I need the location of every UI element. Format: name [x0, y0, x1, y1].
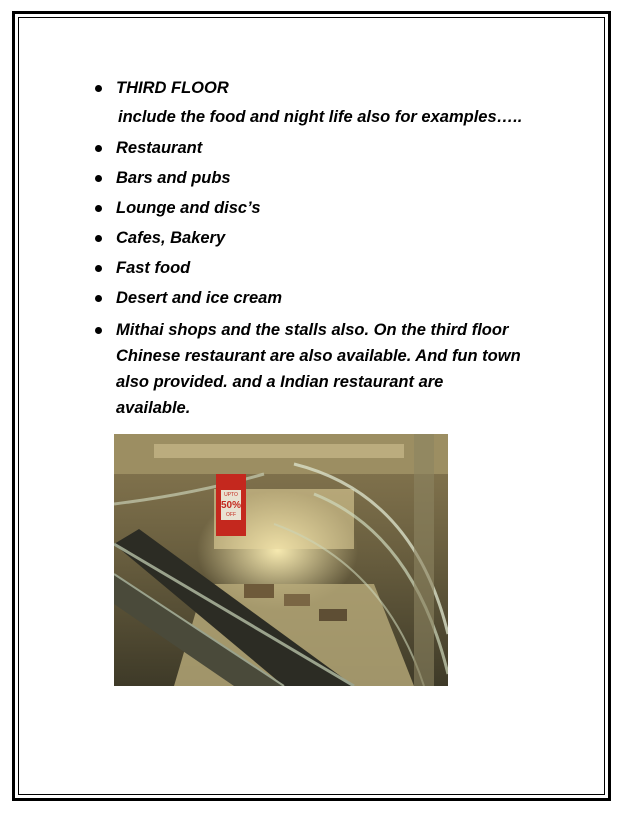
bullet-icon: [95, 85, 102, 92]
list-item: [92, 197, 592, 220]
paragraph-line: Chinese restaurant are also available. And fun town: [116, 347, 521, 365]
list-item-text: Lounge and disc’s: [116, 199, 261, 217]
bullet-icon: [95, 295, 102, 302]
paragraph-line: Mithai shops and the stalls also. On the third floor: [116, 321, 509, 339]
list-item-heading: [92, 77, 592, 100]
list-item: [92, 287, 592, 310]
bullet-list: [92, 77, 592, 428]
list-item: [92, 167, 592, 190]
paragraph-line: also provided. and a Indian restaurant are: [116, 373, 444, 391]
sign-text-2: 50%: [220, 500, 242, 511]
list-item-text: Fast food: [116, 259, 191, 277]
list-item-text: Desert and ice cream: [116, 289, 283, 307]
bullet-icon: [95, 235, 102, 242]
bullet-icon: [95, 145, 102, 152]
intro-text: include the food and night life also for examples…..: [118, 108, 523, 126]
list-item: [92, 137, 592, 160]
sign-text-3: OFF: [226, 512, 236, 518]
sign-text-1: UPTO: [224, 492, 238, 498]
bullet-icon: [95, 175, 102, 182]
bullet-icon: [95, 327, 102, 334]
list-item-text: Bars and pubs: [116, 169, 231, 187]
bullet-icon: [95, 205, 102, 212]
paragraph-line: available.: [116, 399, 191, 417]
list-item: [92, 257, 592, 280]
mall-atrium-photo: [114, 434, 448, 686]
bullet-icon: [95, 265, 102, 272]
list-item-text: Restaurant: [116, 139, 203, 157]
heading-text: THIRD FLOOR: [116, 79, 229, 97]
list-item-paragraph: [92, 317, 592, 421]
list-item: [92, 227, 592, 250]
list-item-text: Cafes, Bakery: [116, 229, 226, 247]
